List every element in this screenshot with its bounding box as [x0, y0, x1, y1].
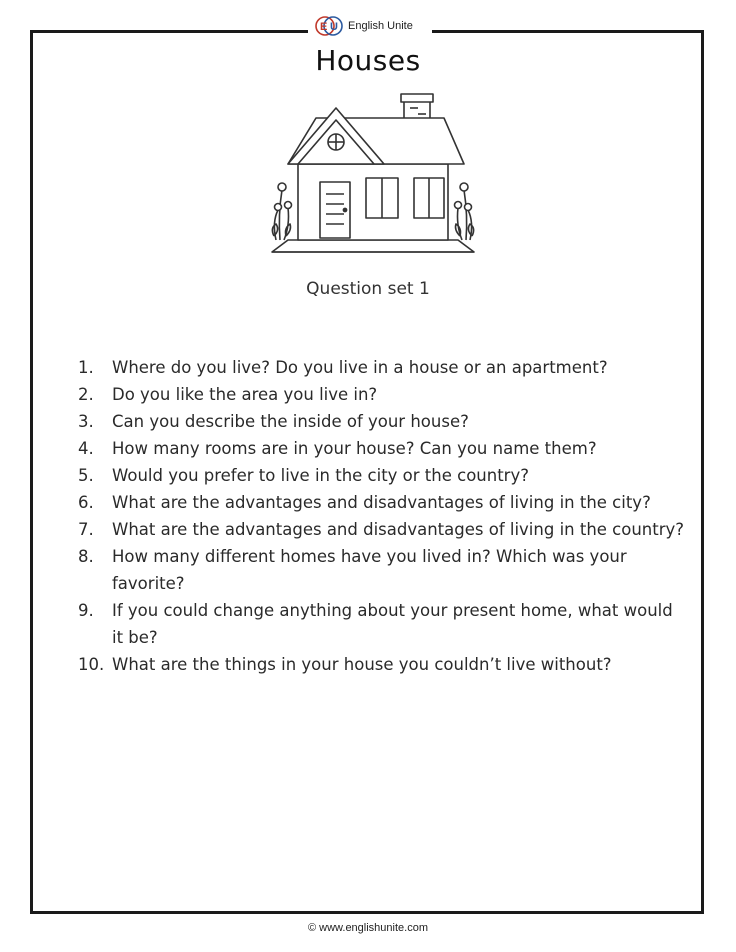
brand-name: English Unite — [348, 20, 413, 32]
list-item: 3. Can you describe the inside of your house? — [78, 412, 469, 431]
question-set-label: Question set 1 — [306, 279, 430, 299]
list-item: 9. If you could change anything about your present home, what would it be? — [78, 601, 673, 647]
list-item: 10. What are the things in your house you couldn’t live without? — [78, 655, 612, 674]
list-item: 6. What are the advantages and disadvantages of living in the city? — [78, 493, 651, 512]
svg-text:E: E — [320, 21, 328, 33]
house-icon — [268, 90, 478, 265]
page-title: Houses — [315, 44, 421, 77]
question-list — [78, 354, 688, 678]
list-item: 4. How many rooms are in your house? Can you name them? — [78, 439, 597, 458]
brand-logo — [308, 12, 432, 40]
list-item: 5. Would you prefer to live in the city or the country? — [78, 466, 529, 485]
svg-text:U: U — [330, 21, 338, 33]
copyright-footer: © www.englishunite.com — [308, 922, 428, 934]
list-item: 2. Do you like the area you live in? — [78, 385, 378, 404]
english-unite-logo-icon — [314, 14, 344, 38]
list-item: 8. How many different homes have you lived in? Which was your favorite? — [78, 547, 627, 593]
list-item: 1. Where do you live? Do you live in a house or an apartment? — [78, 358, 608, 377]
list-item: 7. What are the advantages and disadvantages of living in the country? — [78, 520, 685, 539]
